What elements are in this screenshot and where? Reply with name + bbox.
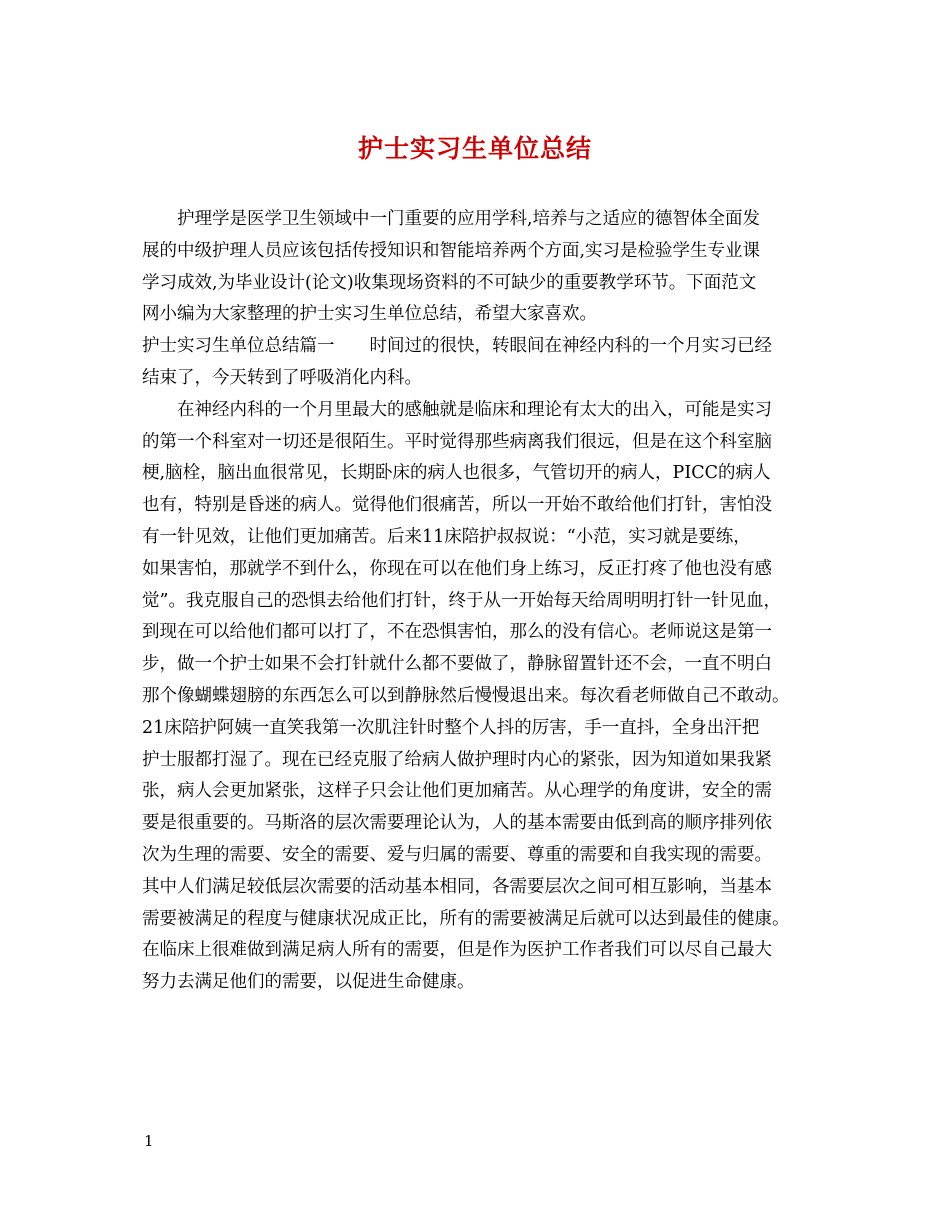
text-line: 到现在可以给他们都可以打了，不在恐惧害怕，那么的没有信心。老师说这是第一 xyxy=(142,622,772,643)
text-line: 那个像蝴蝶翅膀的东西怎么可以到静脉然后慢慢退出来。每次看老师做自己不敢动。 xyxy=(142,685,790,706)
page-number: 1 xyxy=(144,1132,154,1150)
text-line: 在临床上很难做到满足病人所有的需要，但是作为医护工作者我们可以尽自己最大 xyxy=(142,940,772,961)
text-line: 努力去满足他们的需要，以促进生命健康。 xyxy=(142,972,475,993)
text-line: 护理学是医学卫生领域中一门重要的应用学科,培养与之适应的德智体全面发 xyxy=(142,209,761,229)
text-line: 步，做一个护士如果不会打针就什么都不要做了，静脉留置针还不会，一直不明白 xyxy=(142,654,772,675)
document-title: 护士实习生单位总结 xyxy=(357,134,592,163)
text-line: 有一针见效，让他们更加痛苦。后来11床陪护叔叔说：“小范，实习就是要练， xyxy=(142,526,751,547)
text-line: 结束了，今天转到了呼吸消化内科。 xyxy=(142,367,422,388)
text-line: 张，病人会更加紧张，这样子只会让他们更加痛苦。从心理学的角度讲，安全的需 xyxy=(142,781,772,802)
text-line: 学习成效,为毕业设计(论文)收集现场资料的不可缺少的重要教学环节。下面范文 xyxy=(142,272,757,293)
text-line: 护士服都打湿了。现在已经克服了给病人做护理时内心的紧张，因为知道如果我紧 xyxy=(142,749,772,770)
text-line: 其中人们满足较低层次需要的活动基本相同，各需要层次之间可相互影响，当基本 xyxy=(142,876,772,897)
text-line: 网小编为大家整理的护士实习生单位总结，希望大家喜欢。 xyxy=(142,304,597,325)
text-line: 展的中级护理人员应该包括传授知识和智能培养两个方面,实习是检验学生专业课 xyxy=(142,240,761,261)
text-line: 需要被满足的程度与健康状况成正比，所有的需要被满足后就可以达到最佳的健康。 xyxy=(142,908,790,929)
text-line: 要是很重要的。马斯洛的层次需要理论认为，人的基本需要由低到高的顺序排列依 xyxy=(142,813,772,834)
text-line: 护士实习生单位总结篇一 时间过的很快，转眼间在神经内科的一个月实习已经 xyxy=(142,336,772,357)
text-line: 如果害怕，那就学不到什么，你现在可以在他们身上练习，反正打疼了他也没有感 xyxy=(142,558,772,579)
text-line: 的第一个科室对一切还是很陌生。平时觉得那些病离我们很远，但是在这个科室脑 xyxy=(142,431,772,452)
text-line: 21床陪护阿姨一直笑我第一次肌注针时整个人抖的厉害，手一直抖，全身出汗把 xyxy=(142,717,760,738)
document-body xyxy=(142,204,832,999)
text-line: 次为生理的需要、安全的需要、爱与归属的需要、尊重的需要和自我实现的需要。 xyxy=(142,844,772,865)
text-line: 也有，特别是昏迷的病人。觉得他们很痛苦，所以一开始不敢给他们打针，害怕没 xyxy=(142,495,772,516)
text-line: 觉”。我克服自己的恐惧去给他们打针，终于从一开始每天给周明明打针一针见血， xyxy=(142,590,781,611)
text-line: 在神经内科的一个月里最大的感触就是临床和理论有太大的出入，可能是实习 xyxy=(142,399,772,420)
text-line: 梗,脑栓，脑出血很常见，长期卧床的病人也很多，气管切开的病人，PICC的病人 xyxy=(142,463,771,484)
